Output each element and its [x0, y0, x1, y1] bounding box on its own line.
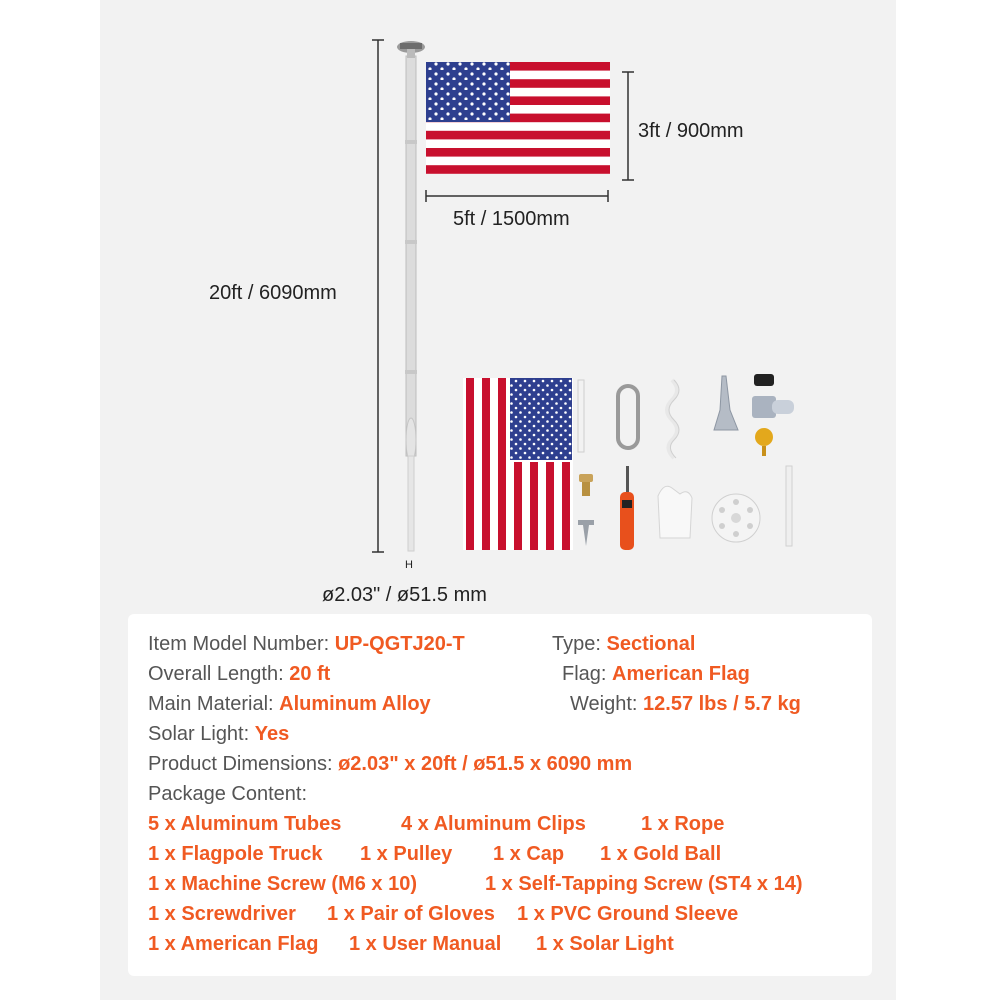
spec-value: UP-QGTJ20-T — [334, 633, 465, 655]
spec-value: 12.57 lbs / 5.7 kg — [643, 693, 801, 715]
spec-product-dimensions — [148, 752, 632, 776]
cleat-icon — [714, 376, 738, 430]
cap-icon — [754, 374, 774, 386]
carabiner-clip-icon — [618, 386, 638, 448]
spec-flag — [562, 662, 750, 686]
spec-main-material — [148, 692, 431, 716]
pole-length-label: 20ft / 6090mm — [209, 282, 337, 304]
flagpole — [405, 56, 417, 551]
spec-value: 20 ft — [289, 663, 331, 685]
spec-label: Solar Light: — [148, 723, 250, 745]
spec-overall-length — [148, 662, 330, 686]
spec-label: Overall Length: — [148, 663, 284, 685]
self-tapping-screw-icon — [578, 520, 594, 546]
gold-ball-icon — [755, 428, 773, 456]
spec-weight — [570, 692, 801, 716]
spec-label: Type: — [552, 633, 601, 655]
spec-label: Flag: — [562, 663, 607, 685]
pulley-truck-icon — [752, 396, 794, 418]
package-item: 4 x Aluminum Clips — [401, 813, 586, 835]
pole-length-dimension-line — [372, 40, 384, 552]
spec-item-model — [148, 632, 465, 656]
package-content-label: Package Content: — [148, 783, 307, 805]
package-item: 1 x Self-Tapping Screw (ST4 x 14) — [485, 873, 803, 895]
spec-value: American Flag — [612, 663, 750, 685]
pole-tick-label: H — [405, 559, 413, 571]
package-item: 1 x Machine Screw (M6 x 10) — [148, 873, 418, 895]
package-item: 1 x Screwdriver — [148, 903, 296, 925]
rope-icon — [667, 380, 679, 458]
ground-sleeve-base-icon — [712, 494, 760, 542]
package-item: 1 x User Manual — [349, 933, 502, 955]
spec-label: Weight: — [570, 693, 638, 715]
spec-label: Product Dimensions: — [148, 753, 333, 775]
package-item: 5 x Aluminum Tubes — [148, 813, 342, 835]
screwdriver-icon — [620, 466, 634, 550]
package-item: 1 x Gold Ball — [600, 843, 722, 865]
package-item: 1 x American Flag — [148, 933, 319, 955]
package-item: 1 x PVC Ground Sleeve — [517, 903, 739, 925]
flag-height-label: 3ft / 900mm — [638, 120, 744, 142]
american-flag-icon — [426, 62, 610, 174]
gloves-icon — [658, 486, 692, 538]
spec-solar-light — [148, 722, 289, 746]
package-item: 1 x Solar Light — [536, 933, 674, 955]
package-item: 1 x Pulley — [360, 843, 453, 865]
solar-light-icon — [397, 41, 425, 58]
machine-screw-icon — [579, 474, 593, 496]
flag-width-dimension-line — [426, 190, 608, 202]
flag-width-label: 5ft / 1500mm — [453, 208, 570, 230]
aluminum-tube-icon — [786, 466, 792, 546]
folded-flag-icon — [463, 378, 573, 550]
spec-type — [552, 632, 695, 656]
package-item: 1 x Rope — [641, 813, 725, 835]
pole-diameter-label: ø2.03" / ø51.5 mm — [322, 584, 487, 606]
spec-label: Item Model Number: — [148, 633, 330, 655]
flag-height-dimension-line — [622, 72, 634, 180]
spec-value: Sectional — [606, 633, 696, 655]
package-item: 1 x Cap — [493, 843, 565, 865]
spec-value: Yes — [254, 723, 290, 745]
package-item: 1 x Flagpole Truck — [148, 843, 323, 865]
pvc-sleeve-icon — [578, 380, 584, 452]
spec-value: ø2.03" x 20ft / ø51.5 x 6090 mm — [338, 753, 633, 775]
spec-value: Aluminum Alloy — [279, 693, 431, 715]
spec-label: Main Material: — [148, 693, 274, 715]
package-item: 1 x Pair of Gloves — [327, 903, 495, 925]
